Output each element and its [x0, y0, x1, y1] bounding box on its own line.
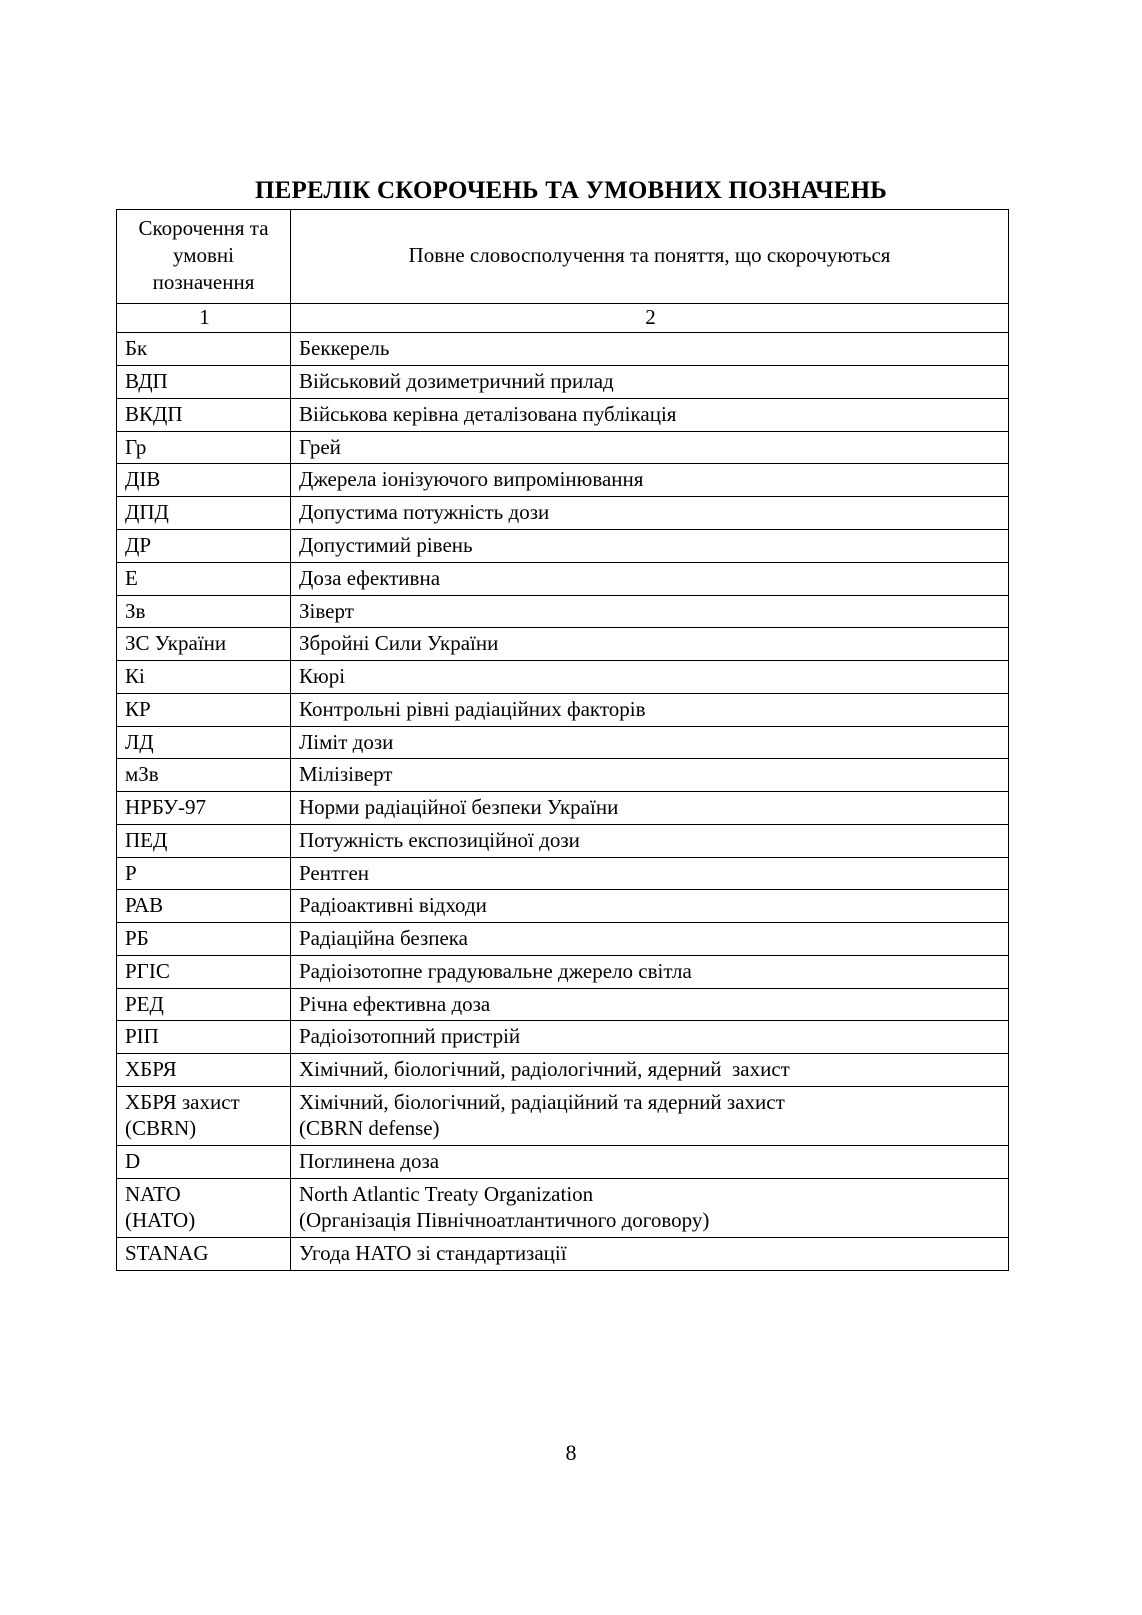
table-row	[117, 1054, 1009, 1087]
table-row	[117, 726, 1009, 759]
abbreviation-cell	[117, 366, 291, 399]
abbreviation-cell	[117, 792, 291, 825]
abbreviation-text: РІП	[125, 1024, 159, 1049]
column-number-second: 2	[291, 303, 1009, 333]
abbreviation-text: Гр	[125, 434, 147, 459]
full-form-line-1: North Atlantic Treaty Organization	[299, 1181, 594, 1206]
abbreviation-line-2: (НАТО)	[125, 1207, 196, 1232]
abbreviation-text: РБ	[125, 926, 149, 951]
full-form-cell	[291, 529, 1009, 562]
abbreviation-cell	[117, 1238, 291, 1271]
full-form-cell	[291, 824, 1009, 857]
abbreviation-cell	[117, 464, 291, 497]
full-form-cell	[291, 1238, 1009, 1271]
table-row	[117, 661, 1009, 694]
table-header	[117, 210, 1009, 333]
table-row	[117, 562, 1009, 595]
full-form-cell	[291, 955, 1009, 988]
abbreviation-text: НРБУ-97	[125, 795, 207, 820]
table-row	[117, 464, 1009, 497]
table-row	[117, 1087, 1009, 1146]
full-form-text: Зіверт	[299, 598, 354, 623]
full-form-text: Грей	[299, 434, 341, 459]
full-form-text: Хімічний, біологічний, радіологічний, ядерний захист	[299, 1057, 790, 1082]
full-form-text: Поглинена доза	[299, 1149, 440, 1174]
full-form-text: Джерела іонізуючого випромінювання	[299, 467, 644, 492]
full-form-text: Норми радіаційної безпеки України	[299, 795, 619, 820]
abbreviation-cell	[117, 988, 291, 1021]
abbreviation-text: мЗв	[125, 762, 159, 787]
abbreviation-cell	[117, 562, 291, 595]
full-form-cell	[291, 1146, 1009, 1179]
abbreviation-cell	[117, 923, 291, 956]
table-row	[117, 1146, 1009, 1179]
full-form-text: Ліміт дози	[299, 729, 394, 754]
table-row	[117, 1238, 1009, 1271]
abbreviation-cell	[117, 824, 291, 857]
full-form-cell	[291, 595, 1009, 628]
abbreviation-text: ВКДП	[125, 401, 183, 426]
column-header-full-form: Повне словосполучення та поняття, що скорочуються	[291, 210, 1009, 304]
abbreviation-text: КР	[125, 696, 151, 721]
full-form-text: Рентген	[299, 860, 370, 885]
abbreviation-text: Кі	[125, 664, 145, 689]
table-row	[117, 431, 1009, 464]
abbreviation-text: STANAG	[125, 1241, 209, 1266]
full-form-text: Збройні Сили України	[299, 631, 499, 656]
full-form-cell	[291, 693, 1009, 726]
page-title: ПЕРЕЛІК СКОРОЧЕНЬ ТА УМОВНИХ ПОЗНАЧЕНЬ	[254, 176, 888, 204]
column-number-first: 1	[117, 303, 291, 333]
full-form-cell	[291, 1021, 1009, 1054]
abbreviation-cell	[117, 661, 291, 694]
abbreviation-text: ДР	[125, 532, 152, 557]
full-form-cell	[291, 726, 1009, 759]
table-row	[117, 595, 1009, 628]
full-form-cell	[291, 1054, 1009, 1087]
full-form-cell	[291, 759, 1009, 792]
table-row	[117, 497, 1009, 530]
table-row	[117, 529, 1009, 562]
full-form-text: Військовий дозиметричний прилад	[299, 369, 614, 394]
full-form-text: Беккерель	[299, 336, 390, 361]
table-header-row	[117, 210, 1009, 304]
table-row	[117, 955, 1009, 988]
full-form-cell	[291, 988, 1009, 1021]
full-form-text: Потужність експозиційної дози	[299, 827, 580, 852]
full-form-cell	[291, 857, 1009, 890]
table-row	[117, 923, 1009, 956]
full-form-cell	[291, 366, 1009, 399]
full-form-cell	[291, 497, 1009, 530]
table-row	[117, 759, 1009, 792]
abbreviation-text: Бк	[125, 336, 148, 361]
full-form-cell	[291, 792, 1009, 825]
abbreviation-text: РЕД	[125, 991, 164, 1016]
full-form-cell	[291, 562, 1009, 595]
full-form-cell	[291, 333, 1009, 366]
full-form-cell	[291, 628, 1009, 661]
full-form-text: Допустимий рівень	[299, 532, 473, 557]
table-row	[117, 792, 1009, 825]
table-row	[117, 628, 1009, 661]
abbreviation-cell	[117, 1087, 291, 1146]
table-body	[117, 333, 1009, 1271]
full-form-text: Контрольні рівні радіаційних факторів	[299, 696, 646, 721]
table-row	[117, 366, 1009, 399]
abbreviation-cell	[117, 333, 291, 366]
table-row	[117, 398, 1009, 431]
full-form-text: Допустима потужність дози	[299, 500, 550, 525]
abbreviation-cell	[117, 890, 291, 923]
abbreviation-cell	[117, 759, 291, 792]
abbreviation-text: Е	[125, 565, 138, 590]
full-form-text: Доза ефективна	[299, 565, 441, 590]
table-row	[117, 693, 1009, 726]
full-form-cell	[291, 431, 1009, 464]
abbreviation-cell	[117, 398, 291, 431]
table-row	[117, 1021, 1009, 1054]
abbreviation-cell	[117, 1146, 291, 1179]
page-number: 8	[565, 1440, 577, 1465]
column-header-abbreviation-line-1: Скорочення та	[138, 216, 269, 240]
table-row	[117, 857, 1009, 890]
abbreviation-cell	[117, 726, 291, 759]
abbreviation-text: ПЕД	[125, 827, 168, 852]
abbreviation-text: ХБРЯ	[125, 1057, 177, 1082]
abbreviation-text: РГІС	[125, 958, 170, 983]
abbreviation-line-1: ХБРЯ захист	[125, 1090, 240, 1114]
table-row	[117, 890, 1009, 923]
abbreviation-cell	[117, 1054, 291, 1087]
abbreviation-text: РАВ	[125, 893, 164, 918]
full-form-cell	[291, 661, 1009, 694]
full-form-cell	[291, 923, 1009, 956]
abbreviation-cell	[117, 628, 291, 661]
full-form-cell	[291, 398, 1009, 431]
abbreviation-cell	[117, 595, 291, 628]
abbreviation-line-1: NATO	[125, 1181, 181, 1206]
full-form-text: Військова керівна деталізована публікація	[299, 401, 677, 426]
full-form-line-1: Хімічний, біологічний, радіаційний та ядерний захист	[299, 1090, 785, 1114]
abbreviation-text: ДІВ	[125, 467, 161, 492]
column-header-abbreviation	[117, 210, 291, 304]
abbreviation-line-2: (CBRN)	[125, 1115, 197, 1140]
full-form-text: Мілізіверт	[299, 762, 393, 787]
abbreviation-cell	[117, 1178, 291, 1237]
abbreviation-cell	[117, 1021, 291, 1054]
full-form-line-2: (CBRN defense)	[299, 1115, 440, 1140]
column-header-abbreviation-line-2: умовні	[172, 242, 234, 267]
abbreviation-text: ЗС України	[125, 631, 227, 656]
table-row	[117, 988, 1009, 1021]
table-row	[117, 333, 1009, 366]
abbreviation-text: ЛД	[125, 729, 154, 754]
abbreviation-text: Зв	[125, 598, 146, 623]
abbreviation-cell	[117, 955, 291, 988]
full-form-cell	[291, 1087, 1009, 1146]
abbreviation-cell	[117, 497, 291, 530]
column-header-abbreviation-line-3: позначення	[152, 269, 255, 294]
abbreviation-cell	[117, 857, 291, 890]
abbreviation-text: ВДП	[125, 369, 168, 394]
abbreviation-text: Р	[125, 860, 137, 885]
abbreviations-table	[116, 209, 1009, 1271]
full-form-text: Радіоізотопне градуювальне джерело світла	[299, 958, 692, 983]
full-form-text: Угода НАТО зі стандартизації	[299, 1241, 567, 1266]
full-form-cell	[291, 1178, 1009, 1237]
abbreviation-cell	[117, 693, 291, 726]
full-form-cell	[291, 890, 1009, 923]
abbreviation-cell	[117, 529, 291, 562]
full-form-text: Річна ефективна доза	[299, 991, 491, 1016]
abbreviation-text: D	[125, 1149, 141, 1174]
table-row	[117, 824, 1009, 857]
abbreviation-cell	[117, 431, 291, 464]
full-form-text: Радіоізотопний пристрій	[299, 1024, 521, 1049]
full-form-line-2: (Організація Північноатлантичного договору)	[299, 1207, 710, 1232]
full-form-text: Кюрі	[299, 664, 346, 689]
full-form-cell	[291, 464, 1009, 497]
full-form-text: Радіоактивні відходи	[299, 893, 487, 918]
full-form-text: Радіаційна безпека	[299, 926, 469, 951]
abbreviation-text: ДПД	[125, 500, 169, 525]
table-row	[117, 1178, 1009, 1237]
column-number-row	[117, 303, 1009, 333]
